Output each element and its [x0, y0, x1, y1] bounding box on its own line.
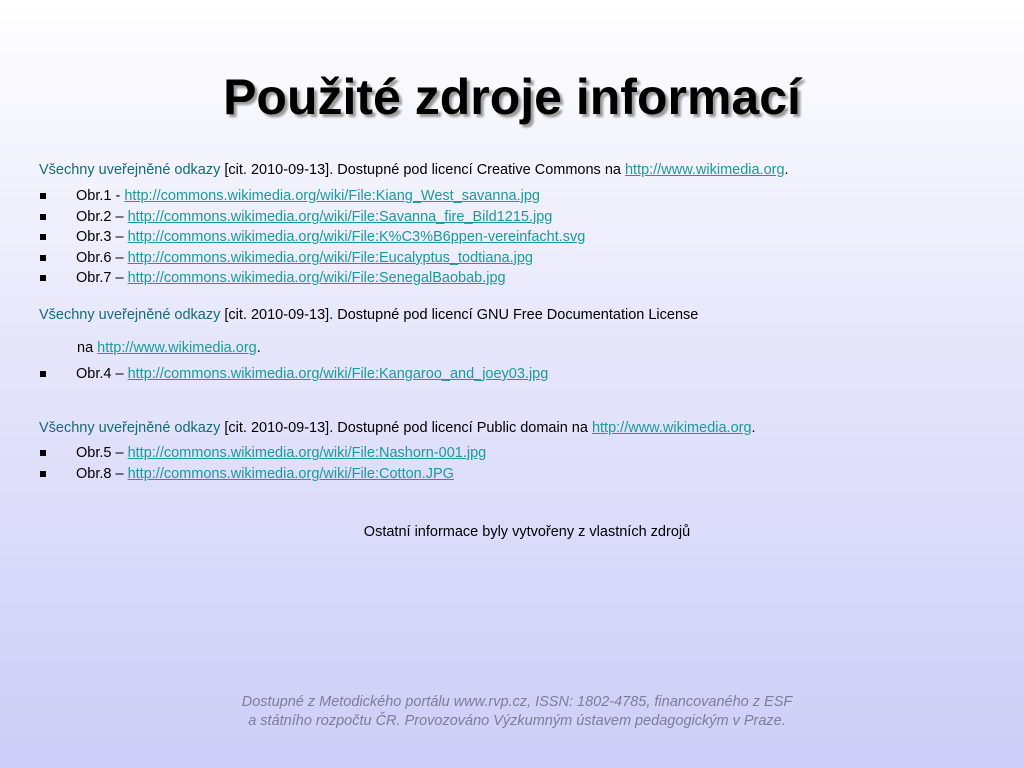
item-label: Obr.2 – [76, 208, 128, 225]
list-item [39, 207, 585, 228]
section-2-list [39, 364, 548, 385]
section-1-link[interactable]: http://www.wikimedia.org [624, 162, 785, 178]
item-label: Obr.1 - [76, 188, 125, 204]
section-3-lead: Všechny uveřejněné odkazy [39, 420, 221, 436]
list-item [39, 443, 486, 464]
footer-line-1: Dostupné z Metodického portálu www.rvp.cz, ISSN: 1802-4785, financovaného z ESF [241, 694, 793, 710]
item-link[interactable]: http://commons.wikimedia.org/wiki/File:Eucalyptus_todtiana.jpg [127, 249, 533, 266]
section-2-link[interactable]: http://www.wikimedia.org [97, 340, 257, 356]
item-label: Obr.7 – [76, 270, 128, 286]
section-2-text: [cit. 2010-09-13]. Dostupné pod licencí GNU Free Documentation License [220, 307, 699, 323]
section-3-text: [cit. 2010-09-13]. Dostupné pod licencí Public domain na [220, 420, 592, 436]
section-1-header [39, 160, 789, 180]
list-item [39, 364, 548, 385]
section-3-list [39, 443, 486, 484]
bullet-square-icon [40, 471, 46, 477]
item-link[interactable]: http://commons.wikimedia.org/wiki/File:Kiang_West_savanna.jpg [124, 188, 540, 204]
item-link[interactable]: http://commons.wikimedia.org/wiki/File:Cotton.JPG [127, 465, 454, 482]
item-label: Obr.8 – [76, 465, 128, 482]
item-link[interactable]: http://commons.wikimedia.org/wiki/File:SenegalBaobab.jpg [127, 270, 506, 286]
section-3-end: . [751, 420, 756, 436]
footer-line-2: a státního rozpočtu ČR. Provozováno Výzkumným ústavem pedagogickým v Praze. [248, 713, 786, 729]
list-item [39, 227, 585, 248]
section-3-header [39, 418, 756, 438]
bullet-square-icon [40, 450, 46, 456]
section-1-end: . [784, 162, 789, 178]
section-2-na: na [77, 340, 98, 356]
list-item [39, 186, 585, 207]
item-link[interactable]: http://commons.wikimedia.org/wiki/File:Nashorn-001.jpg [127, 445, 487, 461]
item-label: Obr.4 – [76, 366, 128, 382]
item-label: Obr.6 – [76, 249, 128, 266]
bullet-square-icon [40, 234, 46, 240]
item-link[interactable]: http://commons.wikimedia.org/wiki/File:K%C3%B6ppen-vereinfacht.svg [127, 229, 586, 245]
bullet-square-icon [40, 214, 46, 220]
bullet-square-icon [40, 275, 46, 281]
slide-title: Použité zdroje informací [223, 69, 801, 125]
section-3-link[interactable]: http://www.wikimedia.org [591, 420, 752, 436]
section-1-lead: Všechny uveřejněné odkazy [39, 162, 221, 178]
bullet-square-icon [40, 255, 46, 261]
section-2-end: . [256, 340, 261, 356]
section-2-header [39, 305, 698, 325]
bullet-square-icon [40, 193, 46, 199]
list-item [39, 248, 585, 269]
note-text: Ostatní informace byly vytvořeny z vlastních zdrojů [363, 524, 691, 540]
section-1-text: [cit. 2010-09-13]. Dostupné pod licencí Creative Commons na [220, 162, 625, 178]
item-label: Obr.5 – [76, 445, 128, 461]
section-1-list [39, 186, 585, 289]
item-link[interactable]: http://commons.wikimedia.org/wiki/File:Savanna_fire_Bild1215.jpg [127, 208, 553, 225]
section-2-lead: Všechny uveřejněné odkazy [39, 307, 221, 323]
bullet-square-icon [40, 371, 46, 377]
footer [0, 693, 1024, 731]
list-item [39, 268, 585, 289]
item-link[interactable]: http://commons.wikimedia.org/wiki/File:Kangaroo_and_joey03.jpg [127, 366, 549, 382]
list-item [39, 464, 486, 485]
item-label: Obr.3 – [76, 229, 128, 245]
section-2-header-cont [77, 338, 261, 358]
